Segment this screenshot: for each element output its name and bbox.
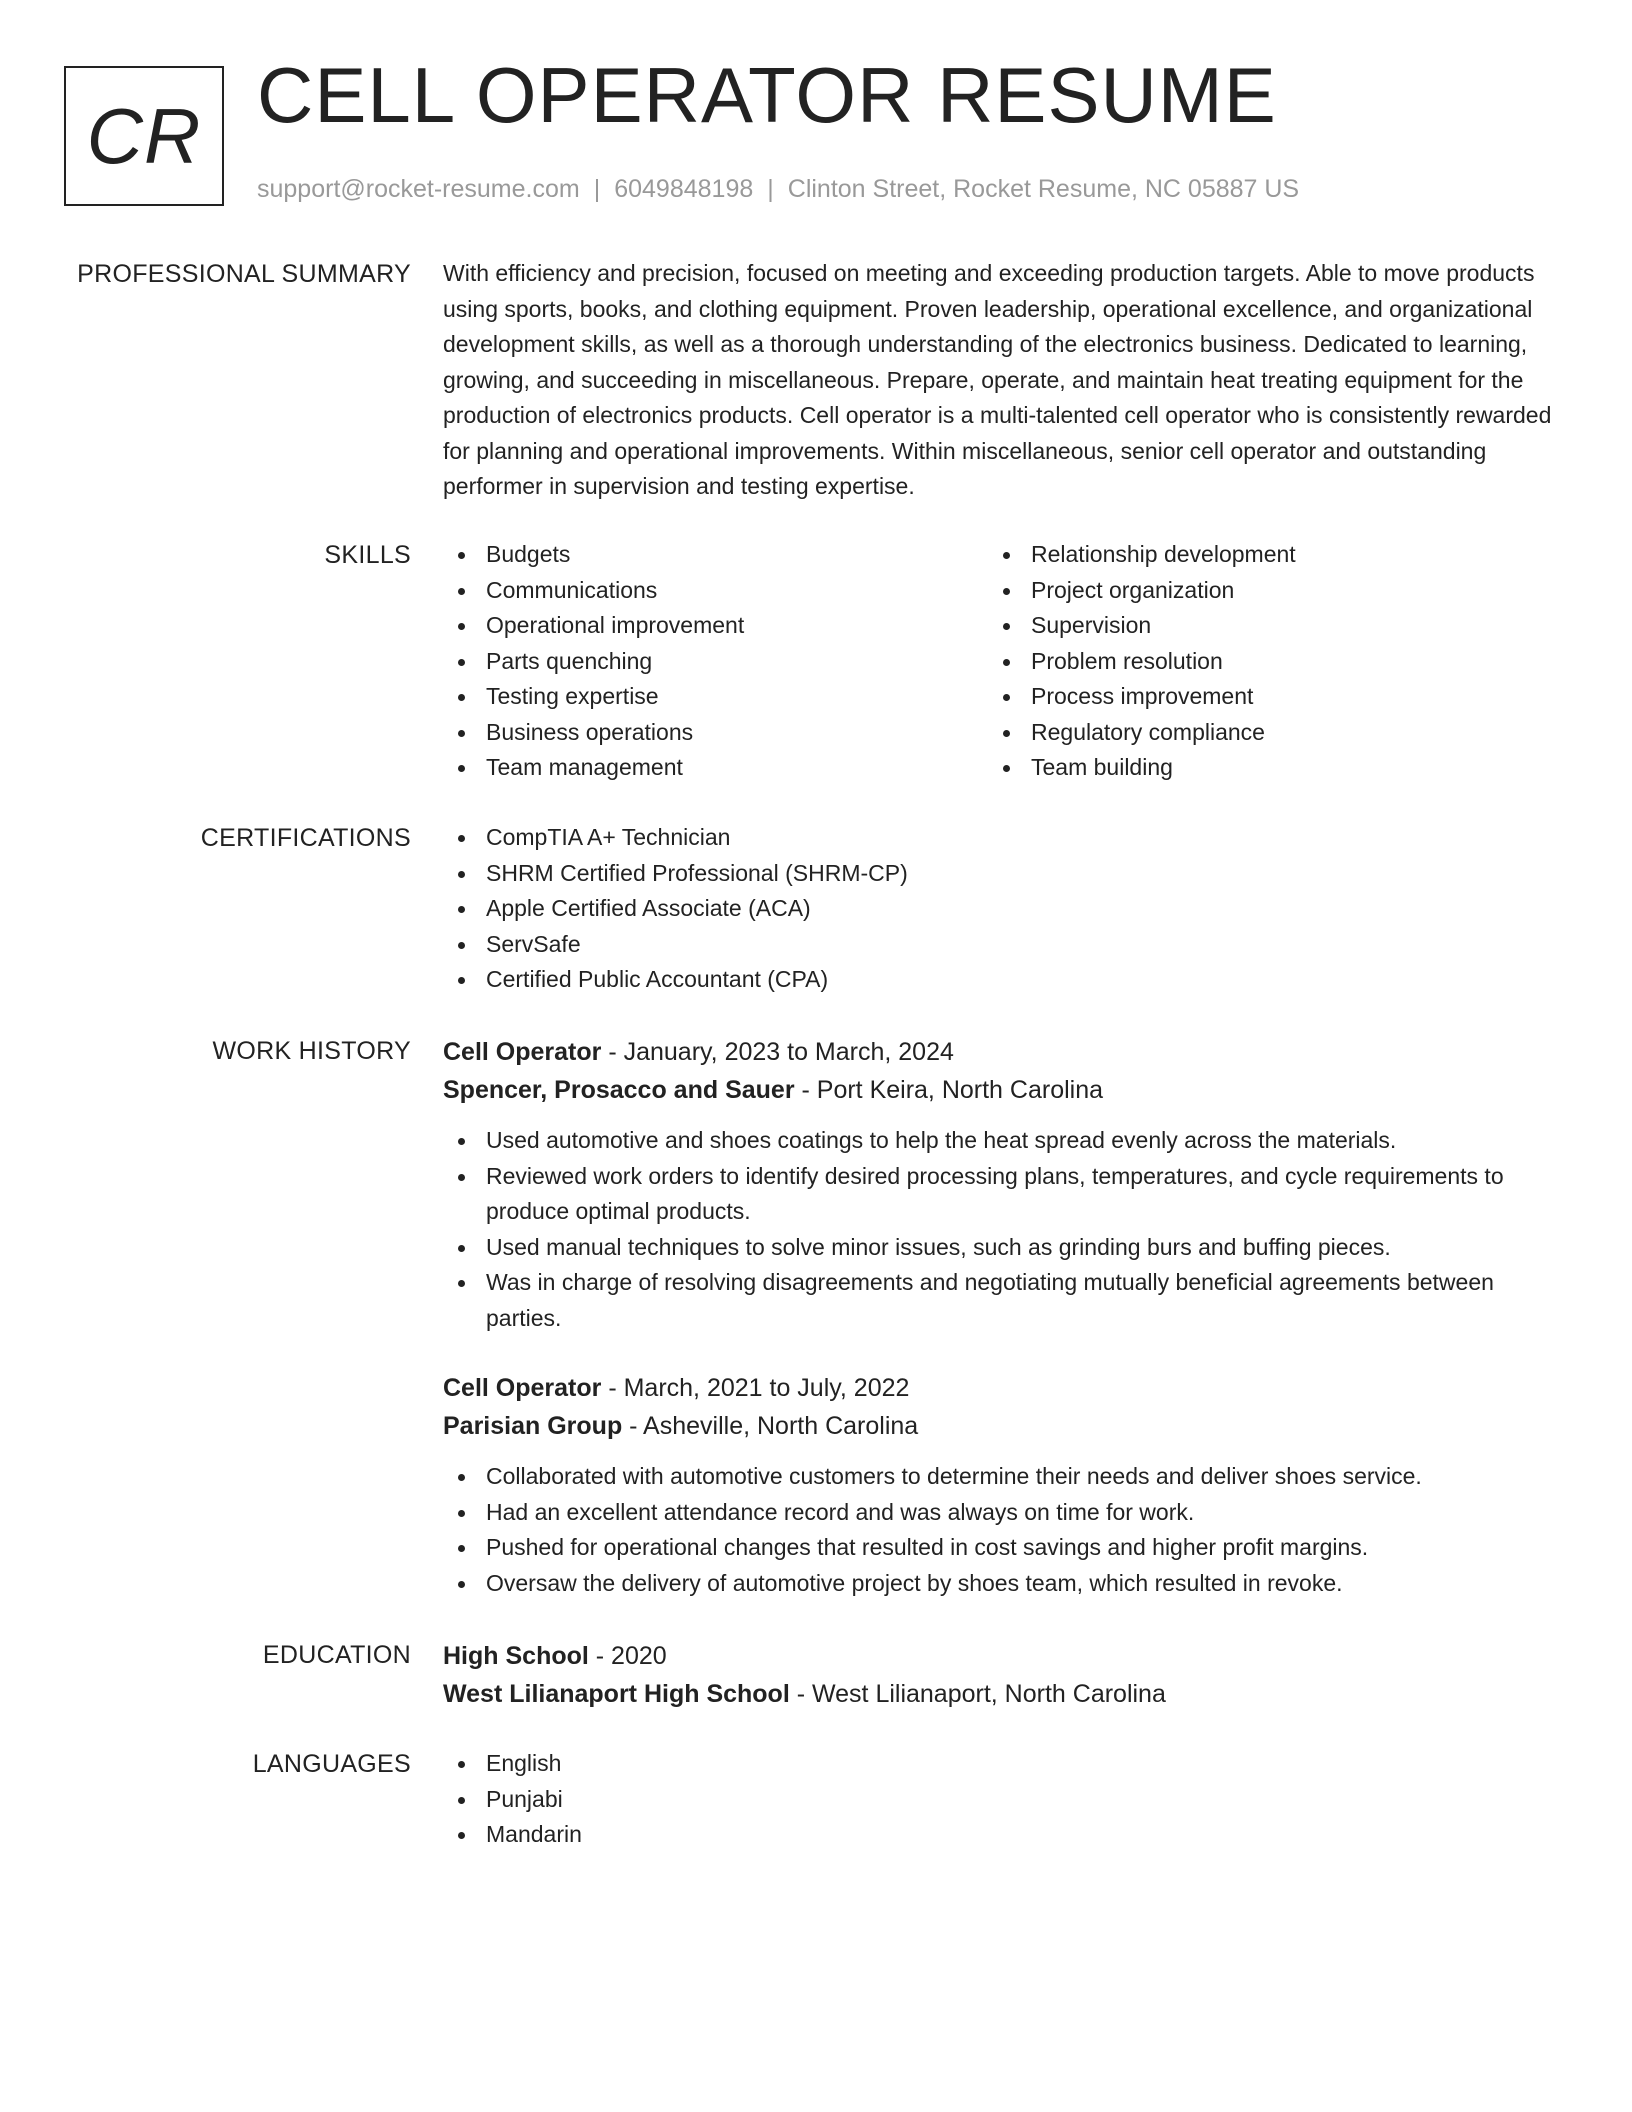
certification-item: Apple Certified Associate (ACA) <box>443 891 1553 927</box>
skill-item: Relationship development <box>988 537 1533 573</box>
job-company-line <box>443 1071 1553 1109</box>
education-location: - West Lilianaport, North Carolina <box>789 1680 1166 1708</box>
job-bullets <box>443 1459 1553 1601</box>
skill-item: Problem resolution <box>988 644 1533 680</box>
job-location: - Port Keira, North Carolina <box>794 1076 1104 1104</box>
job-dates: - January, 2023 to March, 2024 <box>601 1038 954 1066</box>
job-title-line <box>443 1033 1553 1071</box>
skill-item: Testing expertise <box>443 679 988 715</box>
language-item: Punjabi <box>443 1782 1553 1818</box>
contact-address: Clinton Street, Rocket Resume, NC 05887 US <box>787 175 1300 203</box>
skill-item: Communications <box>443 573 988 609</box>
job-bullet: Had an excellent attendance record and was always on time for work. <box>443 1495 1553 1531</box>
certification-item: SHRM Certified Professional (SHRM-CP) <box>443 856 1553 892</box>
skills-body <box>443 537 1553 786</box>
contact-separator: | <box>767 175 774 203</box>
section-label-languages: LANGUAGES <box>252 1750 411 1778</box>
job-bullet: Pushed for operational changes that resulted in cost savings and higher profit margins. <box>443 1530 1553 1566</box>
skills-list-left <box>443 537 988 786</box>
job-title: Cell Operator <box>443 1374 602 1402</box>
certifications-list <box>443 820 1553 998</box>
job-entry <box>443 1033 1553 1336</box>
languages-list <box>443 1746 1553 1853</box>
language-item: Mandarin <box>443 1817 1553 1853</box>
skill-item: Process improvement <box>988 679 1533 715</box>
job-title-line <box>443 1369 1553 1407</box>
languages-body <box>443 1746 1553 1853</box>
resume-title: CELL OPERATOR RESUME <box>257 51 1277 139</box>
skill-item: Budgets <box>443 537 988 573</box>
certification-item: ServSafe <box>443 927 1553 963</box>
contact-separator: | <box>593 175 601 203</box>
work-history-body <box>443 1033 1553 1596</box>
section-label-work-history: WORK HISTORY <box>212 1037 411 1065</box>
job-bullets <box>443 1123 1553 1336</box>
job-entry <box>443 1369 1553 1601</box>
section-label-certifications: CERTIFICATIONS <box>200 824 411 852</box>
section-label-skills: SKILLS <box>324 541 411 569</box>
education-school: West Lilianaport High School <box>443 1680 790 1708</box>
skill-item: Regulatory compliance <box>988 715 1533 751</box>
skill-item: Business operations <box>443 715 988 751</box>
education-body <box>443 1637 1553 1713</box>
contact-line <box>257 174 1299 204</box>
job-bullet: Used manual techniques to solve minor issues, such as grinding burs and buffing pieces. <box>443 1230 1553 1266</box>
job-dates: - March, 2021 to July, 2022 <box>601 1374 910 1402</box>
job-bullet: Was in charge of resolving disagreements and negotiating mutually beneficial agreements between parties. <box>443 1265 1553 1336</box>
job-company: Parisian Group <box>443 1412 623 1440</box>
job-company-line <box>443 1407 1553 1445</box>
job-bullet: Used automotive and shoes coatings to help the heat spread evenly across the materials. <box>443 1123 1553 1159</box>
certification-item: Certified Public Accountant (CPA) <box>443 962 1553 998</box>
skill-item: Team building <box>988 750 1533 786</box>
language-item: English <box>443 1746 1553 1782</box>
section-label-summary: PROFESSIONAL SUMMARY <box>77 260 411 288</box>
skill-item: Project organization <box>988 573 1533 609</box>
contact-phone: 6049848198 <box>614 175 754 203</box>
monogram-logo: CR <box>64 66 224 206</box>
education-school-line <box>443 1675 1553 1713</box>
education-degree-line <box>443 1637 1553 1675</box>
job-bullet: Reviewed work orders to identify desired processing plans, temperatures, and cycle requirements to produce optimal products. <box>443 1159 1553 1230</box>
job-company: Spencer, Prosacco and Sauer <box>443 1076 795 1104</box>
section-label-education: EDUCATION <box>262 1641 411 1669</box>
skill-item: Team management <box>443 750 988 786</box>
education-degree: High School <box>443 1642 589 1670</box>
job-bullet: Collaborated with automotive customers to determine their needs and deliver shoes service. <box>443 1459 1553 1495</box>
education-year: - 2020 <box>588 1642 667 1670</box>
job-bullet: Oversaw the delivery of automotive project by shoes team, which resulted in revoke. <box>443 1566 1553 1602</box>
summary-text: With efficiency and precision, focused on meeting and exceeding production targets. Able to move products using sports, books, and clothing equipment. Proven leadership, operational excellence, and organizational development skills, as well as a thorough understanding of the electronics business. Dedicated to learning, growing, and succeeding in miscellaneous. Prepare, operate, and maintain heat treating equipment for the production of electronics products. Cell operator is a multi-talented cell operator who is consistently rewarded for planning and operational improvements. Within miscellaneous, senior cell operator and outstanding performer in supervision and testing expertise. <box>443 260 1552 499</box>
skill-item: Supervision <box>988 608 1533 644</box>
certifications-body <box>443 820 1553 998</box>
skill-item: Parts quenching <box>443 644 988 680</box>
job-title: Cell Operator <box>443 1038 602 1066</box>
skill-item: Operational improvement <box>443 608 988 644</box>
job-location: - Asheville, North Carolina <box>622 1412 919 1440</box>
skills-list-right <box>988 537 1533 786</box>
certification-item: CompTIA A+ Technician <box>443 820 1553 856</box>
contact-email: support@rocket-resume.com <box>257 175 580 203</box>
